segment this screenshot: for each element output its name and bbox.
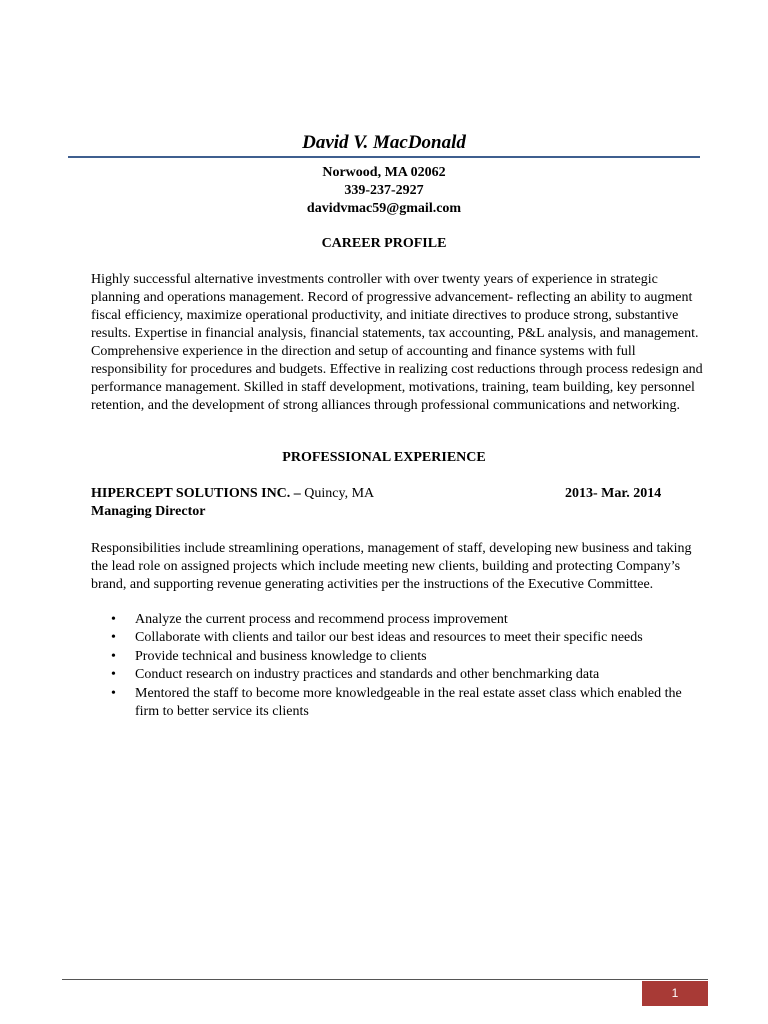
experience-heading: PROFESSIONAL EXPERIENCE — [282, 450, 486, 465]
list-item-text: Conduct research on industry practices and standards and other benchmarking data — [135, 667, 600, 683]
phone: 339-237-2927 — [344, 183, 424, 198]
page-number: 1 — [642, 981, 708, 1006]
list-item — [91, 629, 691, 647]
bullet-icon: • — [111, 612, 116, 627]
list-item — [91, 685, 691, 722]
candidate-name: David V. MacDonald — [302, 132, 466, 153]
bullet-icon: • — [111, 648, 116, 664]
company-location: Quincy, MA — [304, 486, 375, 501]
career-profile-heading: CAREER PROFILE — [321, 236, 447, 251]
list-item-text: Collaborate with clients and tailor our best ideas and resources to meet their specific needs — [135, 630, 643, 646]
address: Norwood, MA 02062 — [322, 165, 446, 180]
job-dates: 2013- Mar. 2014 — [565, 486, 662, 501]
list-item — [91, 648, 691, 666]
list-item-text: Provide technical and business knowledge to clients — [135, 648, 427, 664]
job-description: Responsibilities include streamlining operations, management of staff, developing new business and taking the lead role on assigned projects which include meeting new clients, building and protecting Company’s brand, and supporting revenue generating activities per the instructions of the Executive Committee. — [91, 541, 692, 592]
bullet-icon: • — [111, 667, 116, 683]
list-item-text: Analyze the current process and recommend process improvement — [135, 612, 508, 627]
bullet-icon: • — [111, 630, 116, 646]
email: davidvmac59@gmail.com — [306, 201, 462, 216]
bullet-icon: • — [111, 685, 116, 701]
footer-divider — [62, 979, 708, 980]
job-header — [91, 485, 671, 503]
career-profile-text: Highly successful alternative investments controller with over twenty years of experience in strategic planning and operations management. Record of progressive advancement- reflecting an ability to augment fiscal efficiency, maximize operational productivity, and initiate directives to produce strong, substantive results. Expertise in financial analysis, financial statements, tax accounting, P&L analysis, and management. Comprehensive experience in the direction and setup of accounting and finance systems with full responsibility for procedures and budgets. Effective in realizing cost reductions through process redesign and performance management. Skilled in staff development, motivations, training, team building, key personnel retention, and the development of strong alliances through professional communications and networking. — [91, 272, 703, 413]
title-divider — [68, 156, 700, 158]
list-item-text: Mentored the staff to become more knowledgeable in the real estate asset class which enabled the firm to better service its clients — [135, 685, 682, 720]
job-title: Managing Director — [91, 504, 206, 519]
company-separator: – — [290, 486, 305, 501]
contact-block — [0, 164, 768, 218]
list-item — [91, 666, 691, 684]
list-item — [91, 611, 691, 629]
company-name: HIPERCEPT SOLUTIONS INC. — [91, 486, 291, 501]
responsibility-list — [91, 611, 691, 721]
